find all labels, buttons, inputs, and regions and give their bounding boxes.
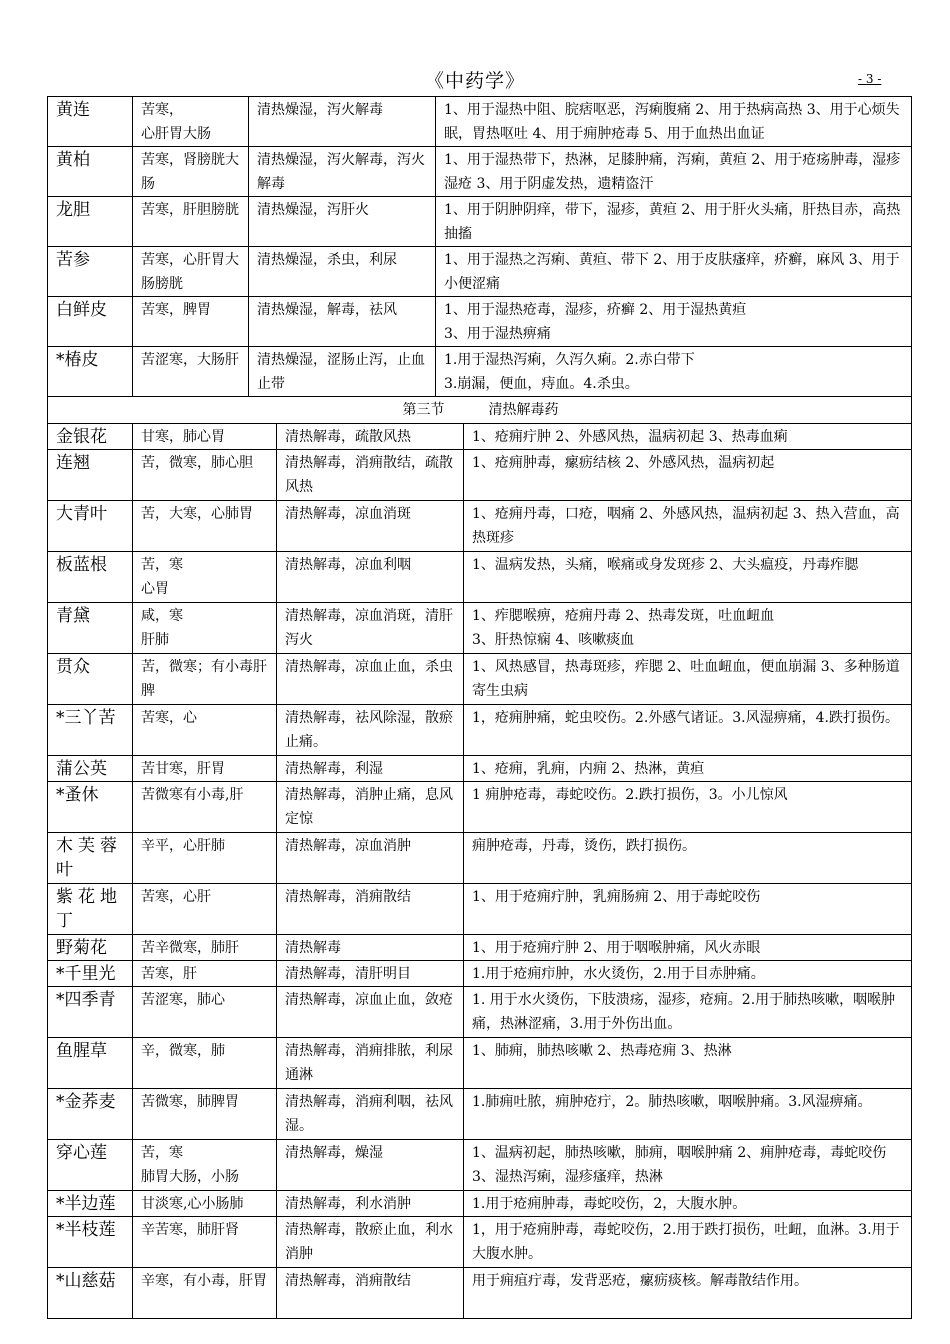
table-row [48, 424, 912, 450]
table-row [48, 147, 912, 197]
herb-effect: 清热解毒，疏散风热 [277, 424, 464, 450]
herb-table [47, 96, 912, 1319]
section-heading [48, 397, 912, 424]
herb-name: *金荞麦 [48, 1089, 133, 1140]
herb-effect: 清热燥湿，泻肝火 [249, 197, 436, 247]
herb-effect: 清热解毒，消痈散结 [277, 1268, 464, 1319]
herb-effect: 清热解毒，利湿 [277, 756, 464, 782]
herb-name: 蒲公英 [48, 756, 133, 782]
table-row [48, 1089, 912, 1140]
herb-name: *蚤休 [48, 782, 133, 833]
herb-name: 金银花 [48, 424, 133, 450]
herb-effect: 清热解毒，清肝明目 [277, 961, 464, 987]
herb-name: *三丫苦 [48, 705, 133, 756]
herb-use: 用于痈疽疔毒，发背恶疮，瘰疬痰核。解毒散结作用。 [464, 1268, 912, 1319]
table-row [48, 501, 912, 552]
herb-use: 1 痈肿疮毒，毒蛇咬伤。2.跌打损伤，3。小儿惊风 [464, 782, 912, 833]
herb-nature: 苦，微寒；有小毒肝脾 [133, 654, 277, 705]
herb-use: 1、疮痈疔肿 2、外感风热，温病初起 3、热毒血痢 [464, 424, 912, 450]
table-row [48, 756, 912, 782]
page-title: 《中药学》 [424, 70, 525, 92]
herb-use: 1、痄腮喉痹，疮痈丹毒 2、热毒发斑，吐血衄血 3、肝热惊痫 4、咳嗽痰血 [464, 603, 912, 654]
table-row [48, 1038, 912, 1089]
herb-effect: 清热解毒，凉血消斑 [277, 501, 464, 552]
herb-nature: 苦涩寒，大肠肝 [133, 347, 249, 397]
herb-use: 1、用于湿热疮毒，湿疹，疥癣 2、用于湿热黄疸 3、用于湿热痹痛 [436, 297, 912, 347]
herb-nature: 咸，寒 肝肺 [133, 603, 277, 654]
herb-use: 1，疮痈肿痛，蛇虫咬伤。2.外感气诸证。3.风湿痹痛，4.跌打损伤。 [464, 705, 912, 756]
herb-name: *半枝莲 [48, 1217, 133, 1268]
herb-use: 1、用于疮痈疔肿 2、用于咽喉肿痛，风火赤眼 [464, 935, 912, 961]
herb-nature: 苦微寒有小毒,肝 [133, 782, 277, 833]
table-row [48, 297, 912, 347]
table-row [48, 705, 912, 756]
herb-use: 1、温病初起，肺热咳嗽，肺痈，咽喉肿痛 2、痈肿疮毒，毒蛇咬伤 3、湿热泻痢，湿疹瘙痒，热淋 [464, 1140, 912, 1191]
herb-nature: 苦辛微寒，肺肝 [133, 935, 277, 961]
herb-use: 1. 用于水火烫伤，下肢溃疡，湿疹，疮痈。2.用于肺热咳嗽，咽喉肿痛，热淋涩痛，3.用于外伤出血。 [464, 987, 912, 1038]
herb-name: 贯众 [48, 654, 133, 705]
herb-name: 黄连 [48, 97, 133, 147]
herb-effect: 清热解毒，消痈利咽，祛风湿。 [277, 1089, 464, 1140]
herb-use: 1、风热感冒，热毒斑疹，痄腮 2、吐血衄血，便血崩漏 3、多种肠道寄生虫病 [464, 654, 912, 705]
herb-effect: 清热解毒，散瘀止血，利水消肿 [277, 1217, 464, 1268]
herb-nature: 苦甘寒，肝胃 [133, 756, 277, 782]
table-row [48, 987, 912, 1038]
herb-name: 大青叶 [48, 501, 133, 552]
herb-nature: 辛苦寒，肺肝肾 [133, 1217, 277, 1268]
herb-effect: 清热燥湿，涩肠止泻，止血止带 [249, 347, 436, 397]
herb-use: 1、用于湿热之泻痢、黄疸、带下 2、用于皮肤瘙痒，疥癣，麻风 3、用于小便涩痛 [436, 247, 912, 297]
table-row [48, 347, 912, 397]
herb-nature: 甘淡寒,心小肠肺 [133, 1191, 277, 1217]
herb-effect: 清热燥湿，泻火解毒 [249, 97, 436, 147]
table-row [48, 935, 912, 961]
table-row [48, 197, 912, 247]
herb-name: 鱼腥草 [48, 1038, 133, 1089]
herb-nature: 苦涩寒，肺心 [133, 987, 277, 1038]
herb-name: 龙胆 [48, 197, 133, 247]
herb-effect: 清热解毒，凉血止血，杀虫 [277, 654, 464, 705]
table-row [48, 961, 912, 987]
herb-use: 1、用于湿热带下，热淋，足膝肿痛，泻痢，黄疸 2、用于疮疡肿毒，湿疹湿疮 3、用于阴虚发热，遗精盗汗 [436, 147, 912, 197]
herb-use: 痈肿疮毒，丹毒，烫伤，跌打损伤。 [464, 833, 912, 884]
table-row [48, 552, 912, 603]
herb-effect: 清热燥湿，泻火解毒，泻火解毒 [249, 147, 436, 197]
table-row [48, 1268, 912, 1319]
herb-nature: 苦寒，心肝胃大肠膀胱 [133, 247, 249, 297]
herb-name: *椿皮 [48, 347, 133, 397]
herb-name: 连翘 [48, 450, 133, 501]
table-row [48, 1140, 912, 1191]
herb-use: 1、用于疮痈疔肿，乳痈肠痈 2、用于毒蛇咬伤 [464, 884, 912, 935]
herb-effect: 清热解毒，凉血止血，敛疮 [277, 987, 464, 1038]
table-row [48, 603, 912, 654]
herb-nature: 苦寒，心肝 [133, 884, 277, 935]
herb-use: 1、疮痈丹毒，口疮，咽痛 2、外感风热，温病初起 3、热入营血，高热斑疹 [464, 501, 912, 552]
table-row [48, 97, 912, 147]
herb-name: 青黛 [48, 603, 133, 654]
herb-name: 穿心莲 [48, 1140, 133, 1191]
herb-use: 1.用于疮痈肿毒，毒蛇咬伤，2，大腹水肿。 [464, 1191, 912, 1217]
herb-name: *半边莲 [48, 1191, 133, 1217]
herb-effect: 清热燥湿，杀虫，利尿 [249, 247, 436, 297]
herb-use: 1、用于阴肿阴痒，带下，湿疹，黄疸 2、用于肝火头痛，肝热目赤，高热抽搐 [436, 197, 912, 247]
section-number: 第三节 [402, 402, 445, 418]
herb-effect: 清热解毒，消痈排脓，利尿通淋 [277, 1038, 464, 1089]
page-number: - 3 - [858, 72, 882, 86]
herb-nature: 苦微寒，肺脾胃 [133, 1089, 277, 1140]
herb-use: 1、疮痈，乳痈，内痈 2、热淋，黄疸 [464, 756, 912, 782]
herb-nature: 苦，大寒，心肺胃 [133, 501, 277, 552]
table-row [48, 450, 912, 501]
herb-nature: 苦寒，肝胆膀胱 [133, 197, 249, 247]
herb-effect: 清热解毒，利水消肿 [277, 1191, 464, 1217]
table-row [48, 884, 912, 935]
herb-nature: 苦，寒 肺胃大肠，小肠 [133, 1140, 277, 1191]
herb-effect: 清热解毒，消痈散结 [277, 884, 464, 935]
herb-effect: 清热解毒，燥湿 [277, 1140, 464, 1191]
herb-nature: 辛，微寒，肺 [133, 1038, 277, 1089]
herb-name: *四季青 [48, 987, 133, 1038]
table-row [48, 247, 912, 297]
herb-name: 野菊花 [48, 935, 133, 961]
herb-use: 1.用于疮痈疖肿，水火烫伤，2.用于目赤肿痛。 [464, 961, 912, 987]
herb-nature: 苦寒，肝 [133, 961, 277, 987]
herb-use: 1.用于湿热泻痢，久泻久痢。2.赤白带下 3.崩漏，便血，痔血。4.杀虫。 [436, 347, 912, 397]
table-row [48, 654, 912, 705]
section-row [48, 397, 912, 424]
herb-nature: 苦，寒 心胃 [133, 552, 277, 603]
herb-effect: 清热解毒，凉血消肿 [277, 833, 464, 884]
herb-nature: 苦寒，心 [133, 705, 277, 756]
herb-effect: 清热解毒，凉血消斑，清肝泻火 [277, 603, 464, 654]
herb-effect: 清热解毒，祛风除湿，散瘀止痛。 [277, 705, 464, 756]
herb-use: 1、用于湿热中阻、脘痞呕恶，泻痢腹痛 2、用于热病高热 3、用于心烦失眠，胃热呕吐 4、用于痈肿疮毒 5、用于血热出血证 [436, 97, 912, 147]
table-bottom-border [47, 1318, 911, 1319]
herb-use: 1、疮痈肿毒，瘰疬结核 2、外感风热，温病初起 [464, 450, 912, 501]
section-name: 清热解毒药 [488, 402, 559, 418]
herb-nature: 辛平，心肝肺 [133, 833, 277, 884]
herb-effect: 清热解毒，消肿止痛，息风定惊 [277, 782, 464, 833]
herb-use: 1、肺痈，肺热咳嗽 2、热毒疮痈 3、热淋 [464, 1038, 912, 1089]
herb-nature: 苦寒，肾膀胱大肠 [133, 147, 249, 197]
herb-nature: 苦，微寒，肺心胆 [133, 450, 277, 501]
table-row [48, 782, 912, 833]
herb-effect: 清热解毒，消痈散结，疏散风热 [277, 450, 464, 501]
herb-nature: 苦寒， 心肝胃大肠 [133, 97, 249, 147]
herb-nature: 甘寒，肺心胃 [133, 424, 277, 450]
herb-name: 板蓝根 [48, 552, 133, 603]
herb-use: 1，用于疮痈肿毒，毒蛇咬伤，2.用于跌打损伤，吐衄，血淋。3.用于大腹水肿。 [464, 1217, 912, 1268]
herb-name: 木芙蓉叶 [48, 833, 133, 884]
herb-name: 紫花地丁 [48, 884, 133, 935]
table-row [48, 1191, 912, 1217]
herb-name: 白鲜皮 [48, 297, 133, 347]
herb-effect: 清热解毒 [277, 935, 464, 961]
herb-use: 1.肺痈吐脓，痈肿疮疔，2。肺热咳嗽，咽喉肿痛。3.风湿痹痛。 [464, 1089, 912, 1140]
herb-name: *山慈菇 [48, 1268, 133, 1319]
herb-effect: 清热燥湿，解毒，祛风 [249, 297, 436, 347]
herb-effect: 清热解毒，凉血利咽 [277, 552, 464, 603]
herb-nature: 苦寒，脾胃 [133, 297, 249, 347]
table-row [48, 833, 912, 884]
herb-name: *千里光 [48, 961, 133, 987]
herb-use: 1、温病发热，头痛，喉痛或身发斑疹 2、大头瘟疫，丹毒痄腮 [464, 552, 912, 603]
herb-name: 黄柏 [48, 147, 133, 197]
herb-name: 苦参 [48, 247, 133, 297]
table-row [48, 1217, 912, 1268]
herb-nature: 辛寒，有小毒，肝胃 [133, 1268, 277, 1319]
